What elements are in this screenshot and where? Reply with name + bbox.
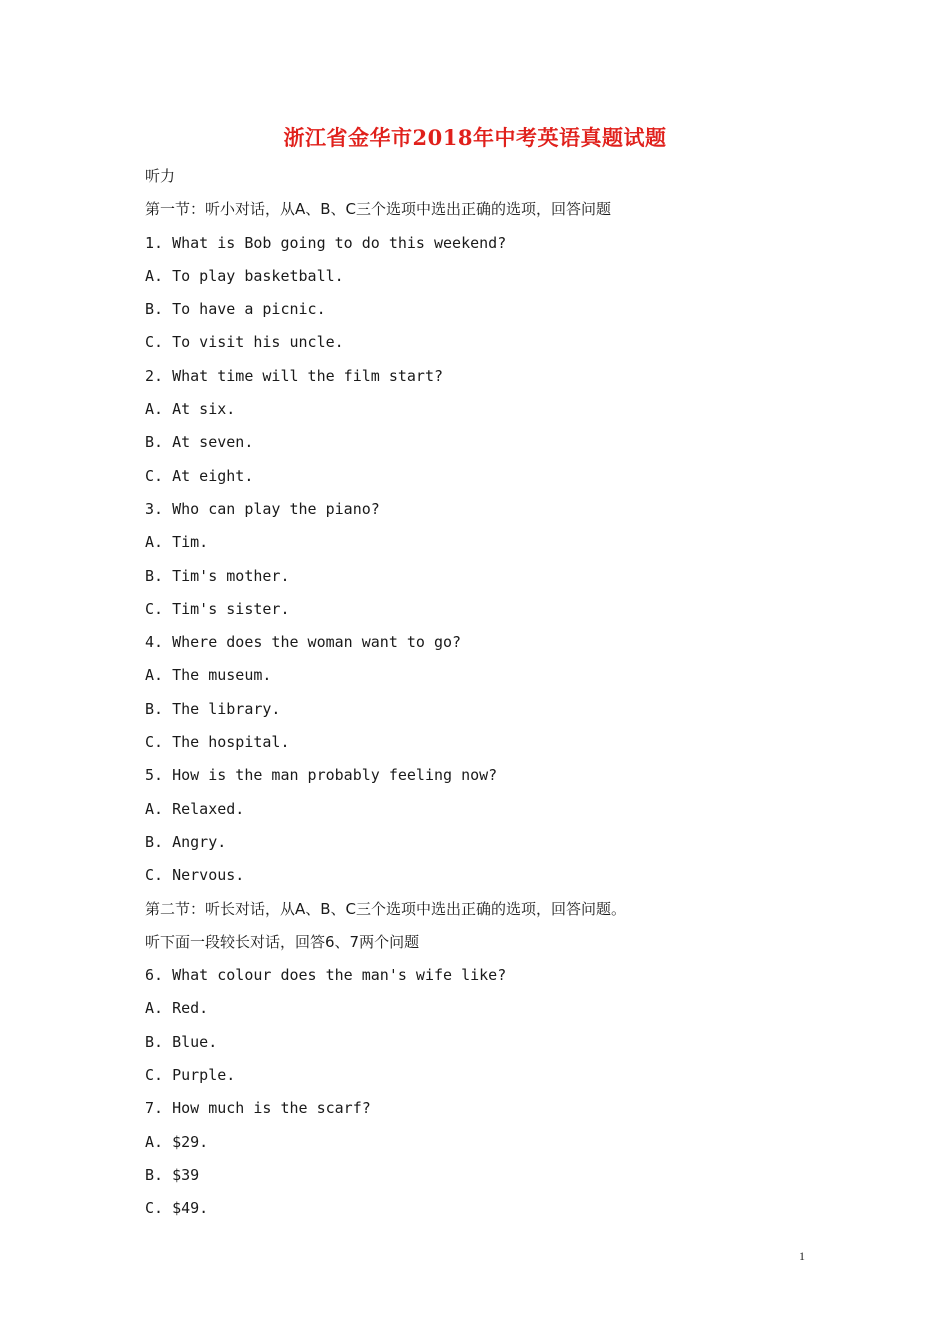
question-2-option-a: A. At six. <box>145 400 236 419</box>
question-1-option-c: C. To visit his uncle. <box>145 333 344 352</box>
question-4-option-b: B. The library. <box>145 699 281 718</box>
question-3-option-c: C. Tim's sister. <box>145 599 290 618</box>
question-3-option-b: B. Tim's mother. <box>145 566 290 585</box>
dialogue-instruction: 听下面一段较长对话，回答6、7两个问题 <box>145 932 420 951</box>
section-heading-listening: 听力 <box>145 167 176 185</box>
question-7: 7. How much is the scarf? <box>145 1099 371 1118</box>
document-body <box>145 160 825 1226</box>
question-1: 1. What is Bob going to do this weekend? <box>145 233 507 252</box>
question-3: 3. Who can play the piano? <box>145 499 380 518</box>
question-6-option-b: B. Blue. <box>145 1032 218 1051</box>
question-3-option-a: A. Tim. <box>145 533 209 552</box>
question-7-option-a: A. $29. <box>145 1132 209 1151</box>
question-2-option-c: C. At eight. <box>145 466 254 485</box>
page-number: 1 <box>799 1249 805 1263</box>
question-4-option-a: A. The museum. <box>145 666 272 685</box>
question-4-option-c: C. The hospital. <box>145 733 290 752</box>
question-1-option-b: B. To have a picnic. <box>145 300 326 319</box>
question-7-option-c: C. $49. <box>145 1199 209 1218</box>
question-2: 2. What time will the film start? <box>145 366 444 385</box>
document-title: 浙江省金华市2018年中考英语真题试题 <box>283 125 667 150</box>
question-1-option-a: A. To play basketball. <box>145 266 344 285</box>
question-5: 5. How is the man probably feeling now? <box>145 766 498 785</box>
section-1-instruction: 第一节：听小对话，从A、B、C三个选项中选出正确的选项，回答问题 <box>145 200 612 219</box>
question-6-option-c: C. Purple. <box>145 1066 236 1085</box>
question-5-option-a: A. Relaxed. <box>145 799 245 818</box>
question-4: 4. Where does the woman want to go? <box>145 633 462 652</box>
section-2-instruction: 第二节：听长对话，从A、B、C三个选项中选出正确的选项，回答问题。 <box>145 899 627 918</box>
question-6: 6. What colour does the man's wife like? <box>145 966 507 985</box>
question-5-option-b: B. Angry. <box>145 832 227 851</box>
question-7-option-b: B. $39 <box>145 1165 200 1184</box>
question-6-option-a: A. Red. <box>145 999 209 1018</box>
question-2-option-b: B. At seven. <box>145 433 254 452</box>
question-5-option-c: C. Nervous. <box>145 866 245 885</box>
